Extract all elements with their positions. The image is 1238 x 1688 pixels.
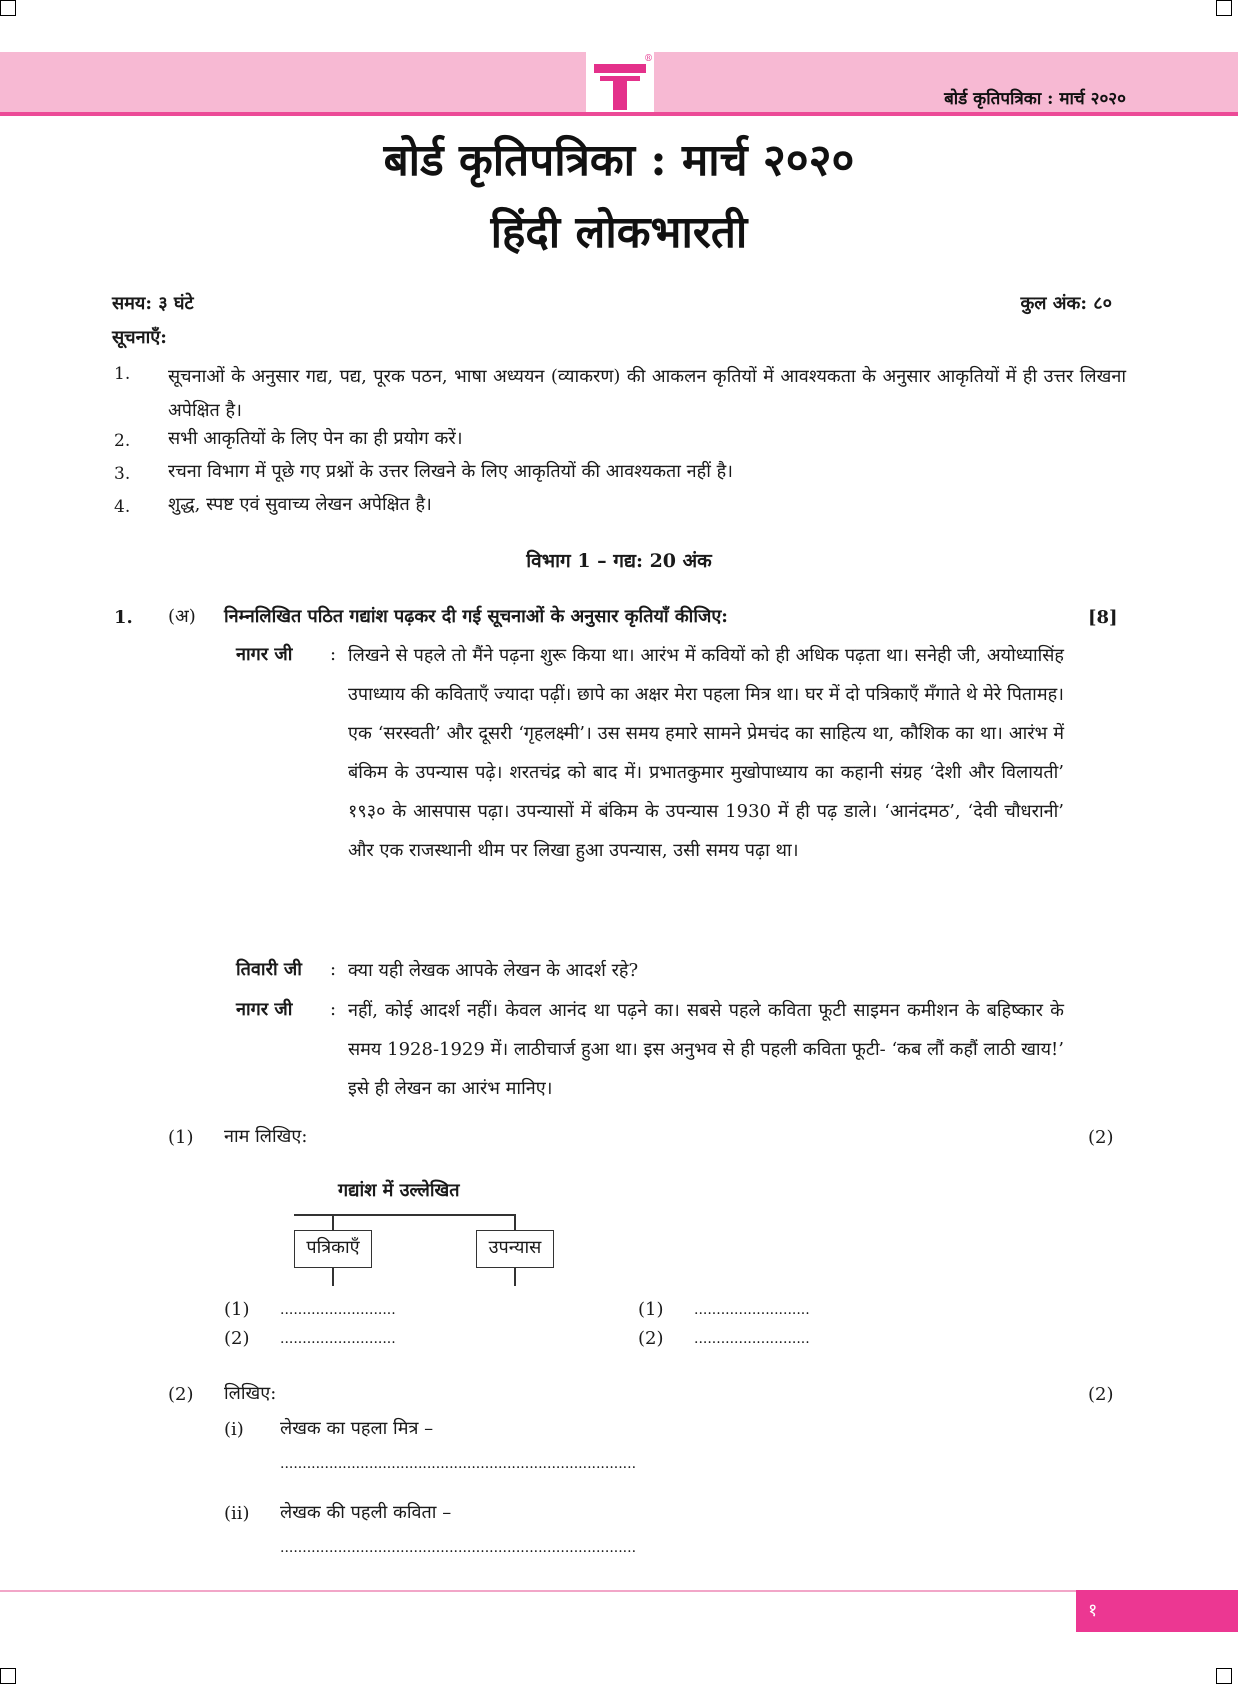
answer-blank: .......................... — [694, 1302, 810, 1318]
answer-blank: .......................... — [280, 1302, 396, 1318]
speaker-colon: : — [330, 999, 337, 1020]
instruction-number: 2. — [114, 431, 131, 451]
instruction-number: 3. — [114, 464, 131, 484]
running-title: बोर्ड कृतिपत्रिका : मार्च २०२० — [944, 89, 1126, 109]
dialogue-text: नहीं, कोई आदर्श नहीं। केवल आनंद था पढ़ने का। सबसे पहले कविता फूटी साइमन कमीशन के बहिष्कार के समय 1928-1929 में। लाठीचार्ज हुआ था। इस अनुभव से ही पहली कविता फूटी- ‘कब लौं कहौं लाठी खाय!’ इसे ही लेखन का आरंभ मानिए। — [348, 1000, 1064, 1099]
page-number: १ — [1076, 1590, 1238, 1632]
instruction-number: 1. — [114, 364, 131, 384]
part-number: (2) — [168, 1384, 194, 1405]
answer-blank: .......................... — [280, 1331, 396, 1347]
speaker-name: तिवारी जी — [236, 959, 302, 980]
header-rule — [0, 112, 1238, 116]
instruction-number: 4. — [114, 497, 131, 517]
blank-number: (1) — [638, 1299, 664, 1320]
answer-blank: ................................................................................ — [280, 1540, 637, 1556]
item-number: (ii) — [224, 1503, 250, 1524]
item-text: लेखक का पहला मित्र – — [280, 1418, 434, 1439]
speaker-name: नागर जी — [236, 999, 293, 1020]
dialogue-text: लिखने से पहले तो मैंने पढ़ना शुरू किया था। आरंभ में कवियों को ही अधिक पढ़ता था। सनेही जी, अयोध्यासिंह उपाध्याय की कविताएँ ज्यादा पढ़ीं। छापे का अक्षर मेरा पहला मित्र था। घर में दो पत्रिकाएँ मँगाते थे मेरे पितामह। एक ‘सरस्वती’ और दूसरी ‘गृहलक्ष्मी’। उस समय हमारे सामने प्रेमचंद का साहित्य था, कौशिक का था। आरंभ में बंकिम के उपन्यास पढ़े। शरतचंद्र को बाद में। प्रभातकुमार मुखोपाध्याय का कहानी संग्रह ‘देशी और विलायती’ १९३० के आसपास पढ़ा। उपन्यासों में बंकिम के उपन्यास 1930 में ही पढ़ डाले। ‘आनंदमठ’, ‘देवी चौधरानी’ और एक राजस्थानी थीम पर लिखा हुआ उपन्यास, उसी समय पढ़ा था। — [348, 645, 1064, 861]
crop-mark-top-left — [0, 0, 16, 16]
part-marks: (2) — [1088, 1127, 1114, 1148]
tree-connector — [514, 1268, 516, 1286]
answer-blank: ................................................................................ — [280, 1456, 637, 1472]
instruction-text: सभी आकृतियों के लिए पेन का ही प्रयोग करें। — [168, 428, 463, 449]
part-label: नाम लिखिए: — [224, 1126, 308, 1147]
footer-rule — [0, 1590, 1238, 1592]
blank-number: (1) — [224, 1299, 250, 1320]
instructions-heading: सूचनाएँ: — [112, 327, 167, 348]
question-prompt: निम्नलिखित पठित गद्यांश पढ़कर दी गई सूचनाओं के अनुसार कृतियाँ कीजिए: — [224, 606, 728, 627]
tree-title: गद्यांश में उल्लेखित — [338, 1180, 460, 1201]
question-sub-label: (अ) — [168, 606, 196, 627]
answer-blank: .......................... — [694, 1331, 810, 1347]
speaker-name: नागर जी — [236, 644, 293, 665]
tree-box-patrikaen: पत्रिकाएँ — [294, 1230, 372, 1268]
subject-title: हिंदी लोकभारती — [490, 207, 748, 258]
section-heading: विभाग 1 – गद्य: 20 अंक — [526, 550, 712, 572]
total-marks: कुल अंक: ८० — [1020, 293, 1112, 314]
blank-number: (2) — [638, 1328, 664, 1349]
speaker-colon: : — [330, 644, 337, 665]
instruction-text: शुद्ध, स्पष्ट एवं सुवाच्य लेखन अपेक्षित है। — [168, 494, 432, 515]
tree-connector — [294, 1214, 516, 1216]
crop-mark-bottom-left — [0, 1668, 16, 1684]
question-number: 1. — [114, 607, 133, 628]
tree-connector — [514, 1214, 516, 1230]
item-text: लेखक की पहली कविता – — [280, 1502, 452, 1523]
question-marks: [8] — [1088, 607, 1118, 628]
item-number: (i) — [224, 1419, 244, 1440]
crop-mark-bottom-right — [1216, 1668, 1232, 1684]
instruction-text: सूचनाओं के अनुसार गद्य, पद्य, पूरक पठन, भाषा अध्ययन (व्याकरण) की आकलन कृतियों में आवश्यकता के अनुसार आकृतियों में ही उत्तर लिखना अपेक्षित है। — [168, 366, 1126, 421]
part-number: (1) — [168, 1127, 194, 1148]
tree-connector — [332, 1268, 334, 1286]
speaker-colon: : — [330, 959, 337, 980]
tree-connector — [332, 1214, 334, 1230]
page-title: बोर्ड कृतिपत्रिका : मार्च २०२० — [383, 135, 855, 186]
crop-mark-top-right — [1216, 0, 1232, 16]
time-allowed: समय: ३ घंटे — [112, 293, 194, 314]
part-marks: (2) — [1088, 1384, 1114, 1405]
tree-box-upanyas: उपन्यास — [476, 1230, 554, 1268]
dialogue-text: क्या यही लेखक आपके लेखन के आदर्श रहे? — [348, 960, 639, 981]
publisher-logo: ® — [586, 52, 654, 112]
instruction-text: रचना विभाग में पूछे गए प्रश्नों के उत्तर लिखने के लिए आकृतियों की आवश्यकता नहीं है। — [168, 461, 733, 482]
part-label: लिखिए: — [224, 1383, 277, 1404]
blank-number: (2) — [224, 1328, 250, 1349]
